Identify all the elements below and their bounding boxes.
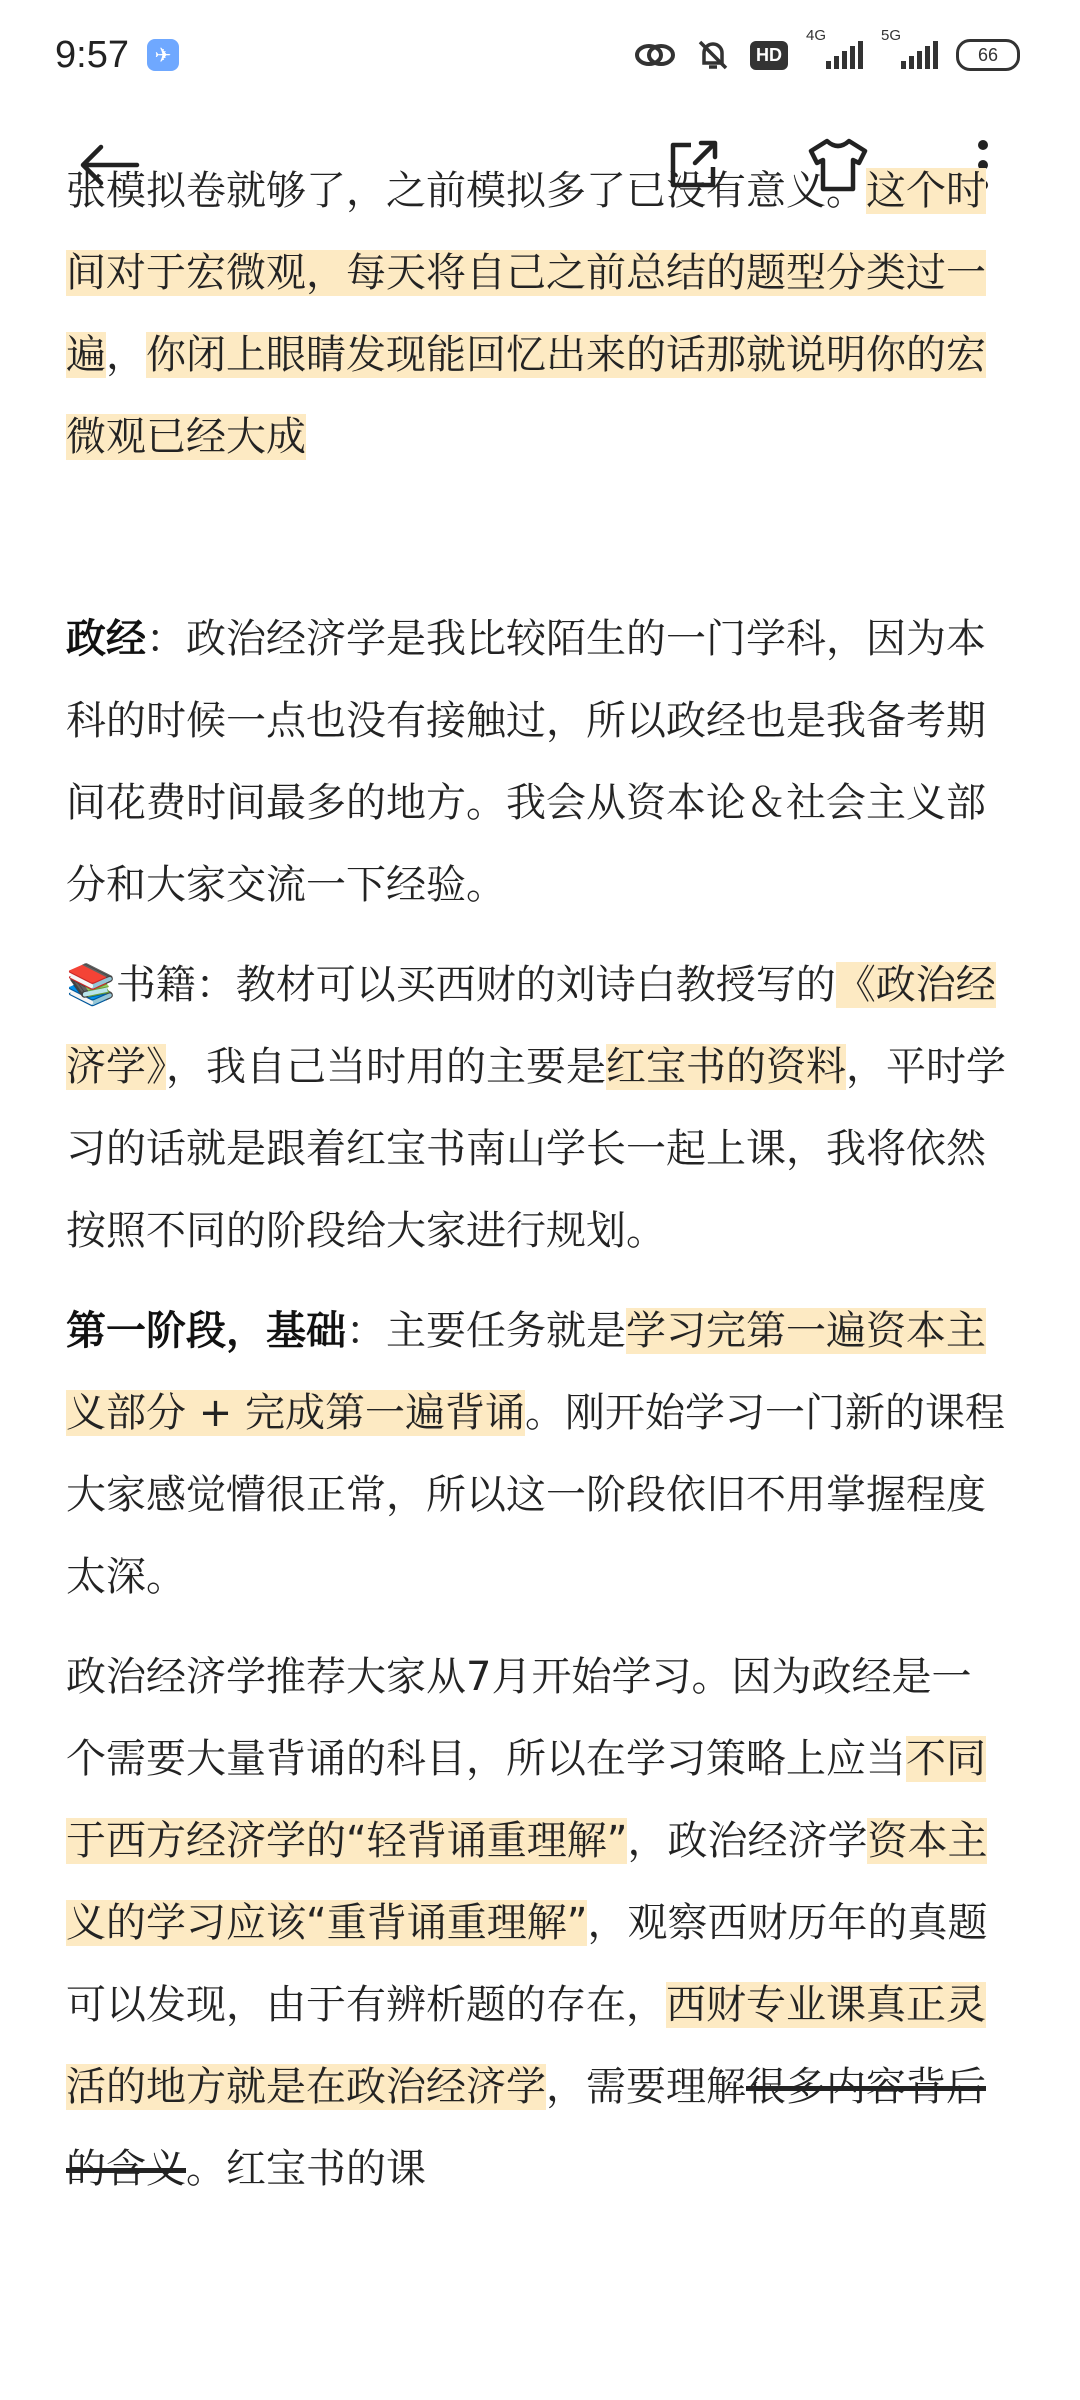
- signal-5g: [881, 27, 938, 69]
- body-text: 。红宝书的课: [186, 2146, 426, 2192]
- highlight-text: 红宝书的资料: [606, 1044, 846, 1090]
- highlight-text: 不同于西方经济学的“轻背诵重理解”: [66, 1736, 986, 1864]
- app-notification-icon: ✈: [147, 39, 179, 71]
- body-text: 。刚开始学习一门新的课程大家感觉懵很正常，所以这一阶段依旧不用掌握程度太深。: [66, 1390, 1005, 1600]
- highlight-text: 《政治经济学》: [66, 962, 996, 1090]
- article-content: [66, 168, 1006, 2400]
- status-icons: [634, 27, 1020, 74]
- body-text: ，政治经济学: [627, 1818, 868, 1864]
- highlight-text: 你闭上眼睛发现能回忆出来的话那就说明你的宏微观已经大成: [66, 332, 986, 460]
- hd-badge: HD: [750, 41, 788, 70]
- highlight-text: 西财专业课真正灵活的地方就是在政治经济学: [66, 1982, 986, 2110]
- net-5g-label: 5G: [881, 27, 902, 44]
- bell-muted-icon: [694, 36, 732, 74]
- clipped-text: 张模拟卷就够了，之前模拟多了已没有意义。: [66, 168, 866, 214]
- section-heading: 政经: [66, 616, 146, 662]
- battery-indicator: 66: [956, 39, 1020, 71]
- net-4g-label: 4G: [806, 27, 827, 44]
- highlight-text: 这: [866, 168, 906, 214]
- paragraph-study-advice: [66, 1636, 1006, 2210]
- body-text: ，平时学习的话就是跟着红宝书南山学长一起上课，我将依然按照不同的阶段给大家进行规划。: [66, 1044, 1006, 1254]
- section-heading: 第一阶段，基础: [66, 1308, 346, 1354]
- signal-4g: [806, 27, 863, 69]
- paragraph-books: [66, 944, 1006, 1272]
- signal-bars-icon: [826, 41, 863, 69]
- highlight-text: 个时间对于宏微观，每天将自己之前总结的题型分类过一遍: [66, 168, 986, 378]
- body-text: ：政治经济学是我比较陌生的一门学科，因为本科的时候一点也没有接触过，所以政经也是我备考期间花费时间最多的地方。我会从资本论＆社会主义部分和大家交流一下经验。: [66, 616, 986, 908]
- body-text: ，我自己当时用的主要是: [166, 1044, 606, 1090]
- highlight-text: 资本主义的学习应该“重背诵重理解”: [66, 1818, 988, 1946]
- separator-text: ，: [106, 332, 146, 378]
- highlight-text: 学习完第一遍资本主义部分 + 完成第一遍背诵: [66, 1308, 986, 1436]
- body-text: ：主要任务就是: [346, 1308, 626, 1354]
- paragraph-stage-one: [66, 1290, 1006, 1618]
- paragraph-political-economy: [66, 598, 1006, 926]
- body-text: 政治经济学推荐大家从7月开始学习。因为政经是一个需要大量背诵的科目，所以在学习策略上应当: [66, 1654, 972, 1782]
- paragraph-macro-micro: [66, 150, 1006, 478]
- status-time: 9:57: [55, 33, 129, 76]
- link-icon: [634, 38, 676, 72]
- signal-bars-icon: [901, 41, 938, 69]
- body-text: ，观察西财历年的真题可以发现，由于有辨析题的存在，: [66, 1900, 988, 2028]
- body-text: ，需要理解: [546, 2064, 746, 2110]
- body-text: 书籍：教材可以买西财的刘诗白教授写的: [115, 962, 836, 1008]
- strikethrough-text: 很多内容背后的含义: [66, 2064, 986, 2192]
- books-emoji-icon: 📚: [66, 962, 116, 1008]
- status-bar: [0, 0, 1080, 110]
